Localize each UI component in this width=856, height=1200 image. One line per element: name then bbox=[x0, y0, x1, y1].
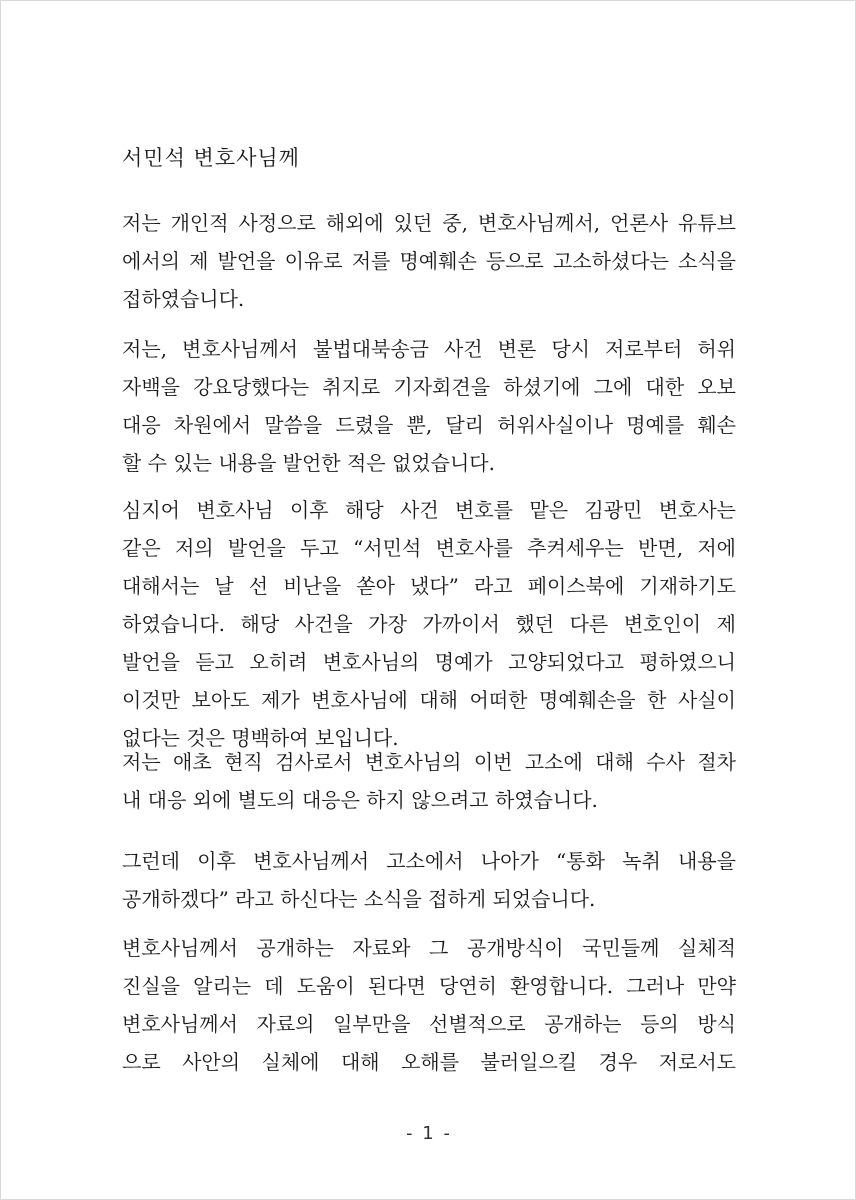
paragraph-line: 할 수 있는 내용을 발언한 적은 없었습니다. bbox=[122, 451, 495, 475]
paragraph-line: 에서의 제 발언을 이유로 저를 명예훼손 등으로 고소하셨다는 소식을 bbox=[122, 249, 736, 273]
paragraph-line: 접하였습니다. bbox=[122, 287, 245, 311]
paragraph bbox=[122, 491, 736, 757]
paragraph-line: 변호사님께서 공개하는 자료와 그 공개방식이 국민들께 실체적 bbox=[122, 936, 736, 960]
paragraph bbox=[122, 743, 736, 819]
paragraph-line: 발언을 듣고 오히려 변호사님의 명예가 고양되었다고 평하였으니 bbox=[122, 650, 736, 674]
paragraph-line: 내 대응 외에 별도의 대응은 하지 않으려고 하였습니다. bbox=[122, 788, 598, 812]
paragraph-line: 저는 개인적 사정으로 해외에 있던 중, 변호사님께서, 언론사 유튜브 bbox=[122, 211, 736, 235]
paragraph-line: 대해서는 날 선 비난을 쏟아 냈다” 라고 페이스북에 기재하기도 bbox=[122, 574, 736, 598]
paragraph-line: 저는 애초 현직 검사로서 변호사님의 이번 고소에 대해 수사 절차 bbox=[122, 750, 736, 774]
paragraph-line: 없다는 것은 명백하여 보입니다. bbox=[122, 726, 399, 750]
paragraph-line: 저는, 변호사님께서 불법대북송금 사건 변론 당시 저로부터 허위 bbox=[122, 337, 736, 361]
paragraph-line: 이것만 보아도 제가 변호사님에 대해 어떠한 명예훼손을 한 사실이 bbox=[122, 688, 736, 712]
paragraph bbox=[122, 330, 736, 482]
paragraph-line: 그런데 이후 변호사님께서 고소에서 나아가 “통화 녹취 내용을 bbox=[122, 849, 736, 873]
paragraph-line: 변호사님께서 자료의 일부만을 선별적으로 공개하는 등의 방식 bbox=[122, 1012, 736, 1036]
paragraph-line: 같은 저의 발언을 두고 “서민석 변호사를 추켜세우는 반면, 저에 bbox=[122, 536, 736, 560]
paragraph bbox=[122, 204, 736, 318]
paragraph-line: 으로 사안의 실체에 대해 오해를 불러일으킬 경우 저로서도 bbox=[122, 1050, 736, 1074]
paragraph-line: 자백을 강요당했다는 취지로 기자회견을 하셨기에 그에 대한 오보 bbox=[122, 375, 736, 399]
paragraph bbox=[122, 929, 736, 1081]
paragraph bbox=[122, 842, 736, 918]
paragraph-line: 공개하겠다” 라고 하신다는 소식을 접하게 되었습니다. bbox=[122, 887, 596, 911]
paragraph-line: 심지어 변호사님 이후 해당 사건 변호를 맡은 김광민 변호사는 bbox=[122, 498, 736, 522]
page-number: - 1 - bbox=[406, 1123, 452, 1144]
paragraph-line: 하였습니다. 해당 사건을 가장 가까이서 했던 다른 변호인이 제 bbox=[122, 612, 736, 636]
paragraph-line: 진실을 알리는 데 도움이 된다면 당연히 환영합니다. 그러나 만약 bbox=[122, 974, 736, 998]
paragraph-line: 대응 차원에서 말씀을 드렸을 뿐, 달리 허위사실이나 명예를 훼손 bbox=[122, 413, 736, 437]
letter-salutation: 서민석 변호사님께 bbox=[122, 146, 300, 170]
